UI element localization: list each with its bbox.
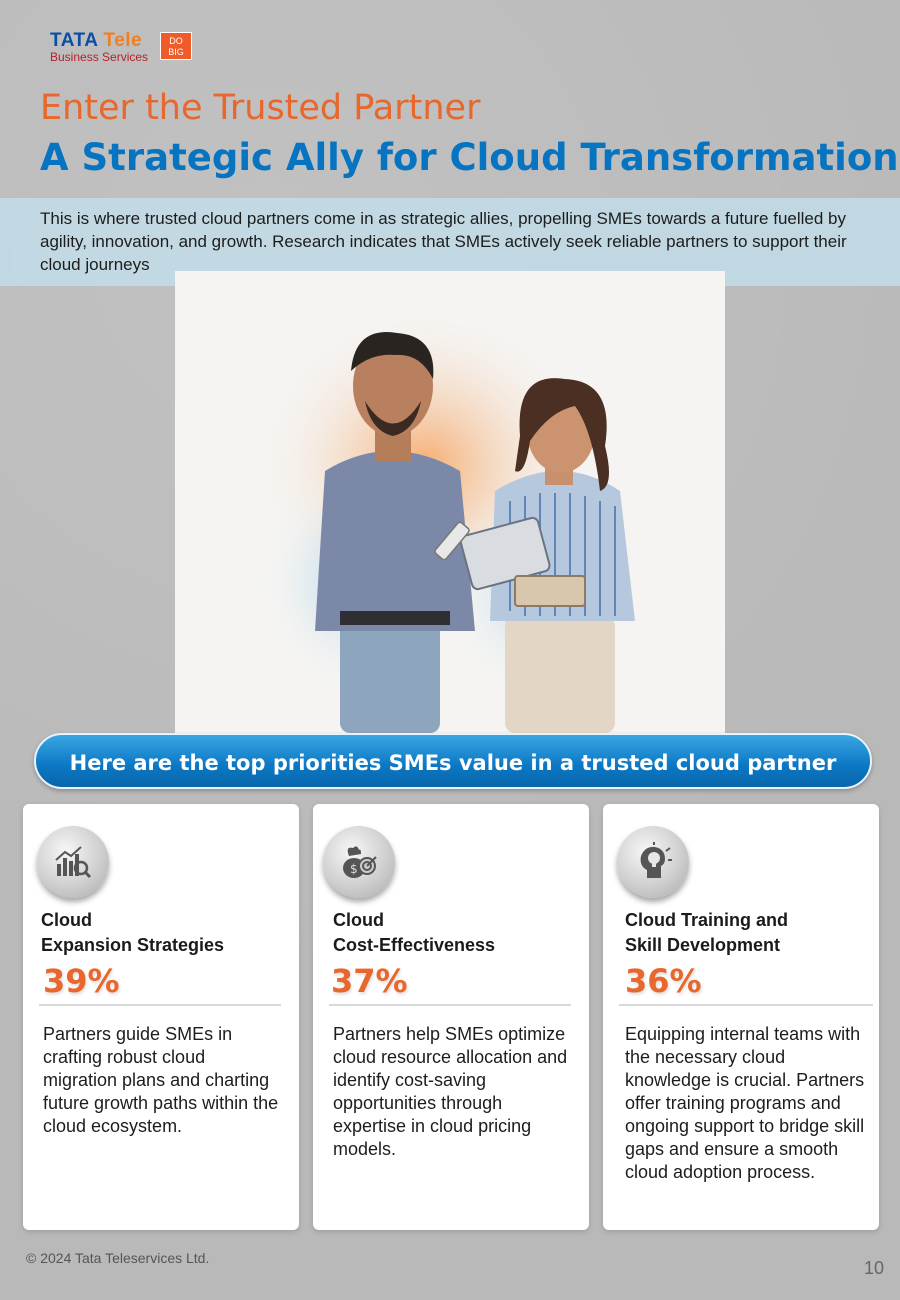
people-photo [175,271,725,733]
logo-subtitle: Business Services [50,50,149,64]
company-logo [50,30,184,64]
card-percent: 39% [43,962,120,1000]
priorities-banner: Here are the top priorities SMEs value in a trusted cloud partner [34,733,872,789]
page-title: A Strategic Ally for Cloud Transformation [40,136,899,179]
card-divider [39,1004,281,1006]
card-title-line2: Skill Development [625,935,781,955]
card-body: Partners help SMEs optimize cloud resource allocation and identify cost-saving opportunities through expertise in cloud pricing models. [333,1024,568,1159]
chart-magnifier-icon [37,826,109,898]
priority-card-expansion [23,804,299,1230]
card-percent: 36% [625,962,702,1000]
card-title-line2: Expansion Strategies [41,935,225,955]
logo-brand-tele: Tele [103,30,143,51]
copyright-footer: © 2024 Tata Teleservices Ltd. [26,1250,210,1266]
card-percent: 37% [331,962,408,1000]
money-bag-target-icon [323,826,395,898]
lightbulb-head-icon [617,826,689,898]
logo-badge: DO BIG [160,32,192,60]
logo-brand: TATA [50,30,98,51]
page-number: 10 [864,1258,885,1278]
card-body: Partners guide SMEs in crafting robust cloud migration plans and charting future growth paths within the cloud ecosystem. [43,1024,279,1136]
card-title-line1: Cloud Training and [625,910,788,930]
priority-card-cost [313,804,589,1230]
intro-paragraph: This is where trusted cloud partners come in as strategic allies, propelling SMEs towards a future fuelled by agility, innovation, and growth. Research indicates that SMEs actively seek reliable partners to support their cloud journeys [40,209,847,274]
svg-text:$: $ [350,862,358,876]
page-kicker: Enter the Trusted Partner [40,88,481,128]
card-title-line1: Cloud [41,910,92,930]
priority-card-training [603,804,879,1230]
card-title-line1: Cloud [333,910,384,930]
card-divider [329,1004,571,1006]
photo-illustration [175,271,725,733]
card-body: Equipping internal teams with the necessary cloud knowledge is crucial. Partners offer training programs and ongoing support to bridge skill gaps and ensure a smooth cloud adoption process. [625,1024,865,1182]
card-divider [619,1004,873,1006]
card-title-line2: Cost-Effectiveness [333,935,496,955]
